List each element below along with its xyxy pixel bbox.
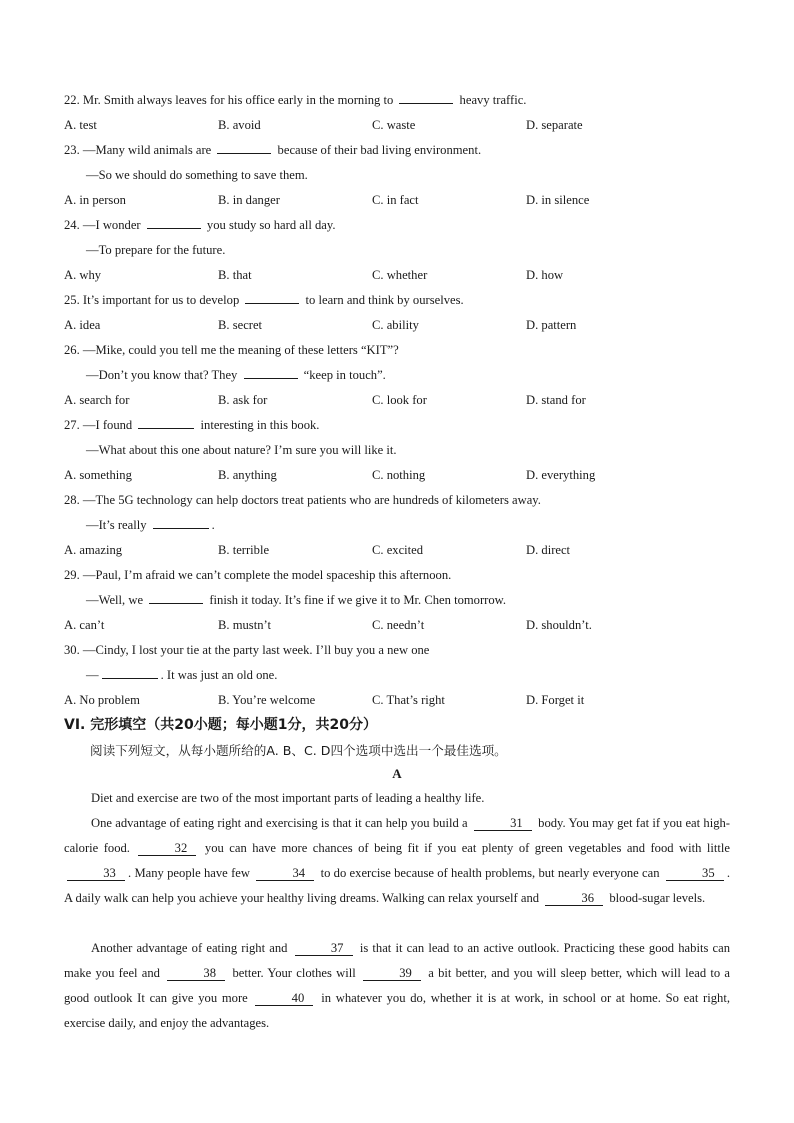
question-text: . It was just an old one. bbox=[160, 668, 278, 682]
question-number: 22. bbox=[64, 93, 80, 107]
answer-option: A. can’t bbox=[64, 618, 105, 632]
answer-option: D. direct bbox=[526, 543, 571, 557]
question-text: “keep in touch”. bbox=[300, 368, 386, 382]
question-line bbox=[86, 167, 308, 183]
answer-option: B. in danger bbox=[218, 193, 280, 207]
question-text: heavy traffic. bbox=[456, 93, 527, 107]
question-text: —Don’t you know that? They bbox=[86, 368, 241, 382]
answer-option: A. amazing bbox=[64, 543, 123, 557]
question-text: Mr. Smith always leaves for his office early in the morning to bbox=[79, 93, 397, 107]
answer-blank bbox=[153, 517, 209, 529]
question-text: —Cindy, I lost your tie at the party last week. I’ll buy you a new one bbox=[79, 643, 430, 657]
passage-text: . Many people have few bbox=[128, 866, 254, 880]
question-line bbox=[64, 492, 541, 508]
cloze-blank: 33 bbox=[67, 866, 125, 881]
answer-option: B. anything bbox=[218, 468, 277, 482]
passage-paragraph bbox=[64, 936, 730, 1036]
question-text: —So we should do something to save them. bbox=[86, 168, 308, 182]
answer-option: B. avoid bbox=[218, 118, 261, 132]
question-text: — bbox=[86, 668, 99, 682]
answer-blank bbox=[147, 217, 201, 229]
question-text: —I wonder bbox=[79, 218, 144, 232]
question-text: —The 5G technology can help doctors treat patients who are hundreds of kilometers away. bbox=[79, 493, 541, 507]
question-text: . bbox=[211, 518, 215, 532]
passage-text: body. You may get fat if you eat high-calorie food. bbox=[64, 816, 731, 855]
question-line bbox=[86, 442, 397, 458]
question-line bbox=[64, 142, 481, 158]
answer-option: A. search for bbox=[64, 393, 130, 407]
cloze-blank: 38 bbox=[167, 966, 225, 981]
cloze-blank: 37 bbox=[295, 941, 353, 956]
question-number: 24. bbox=[64, 218, 80, 232]
answer-option: A. something bbox=[64, 468, 132, 482]
section-title: VI. 完形填空（共20小题；每小题1分，共20分） bbox=[64, 717, 377, 733]
answer-option: C. That’s right bbox=[372, 693, 445, 707]
question-text: because of their bad living environment. bbox=[274, 143, 482, 157]
passage-text: to do exercise because of health problems, but nearly everyone can bbox=[317, 866, 663, 880]
question-text: interesting in this book. bbox=[197, 418, 320, 432]
answer-blank bbox=[244, 367, 298, 379]
question-text: —Well, we bbox=[86, 593, 147, 607]
answer-blank bbox=[102, 667, 158, 679]
question-text: —To prepare for the future. bbox=[86, 243, 226, 257]
passage-text: blood-sugar levels. bbox=[606, 891, 706, 905]
question-number: 23. bbox=[64, 143, 80, 157]
question-line bbox=[86, 517, 215, 533]
question-line bbox=[64, 642, 429, 658]
question-text: you study so hard all day. bbox=[203, 218, 336, 232]
cloze-blank: 40 bbox=[255, 991, 313, 1006]
question-line bbox=[86, 242, 225, 258]
question-line bbox=[64, 567, 451, 583]
question-number: 29. bbox=[64, 568, 80, 582]
question-line bbox=[86, 667, 277, 683]
cloze-blank: 36 bbox=[545, 891, 603, 906]
question-text: —Paul, I’m afraid we can’t complete the model spaceship this afternoon. bbox=[79, 568, 452, 582]
answer-option: D. pattern bbox=[526, 318, 577, 332]
answer-option: B. secret bbox=[218, 318, 263, 332]
passage-text: is that it can lead to an active outlook. Practicing these good habits can make you feel and bbox=[64, 941, 731, 980]
question-text: It’s important for us to develop bbox=[79, 293, 243, 307]
question-text: —I found bbox=[79, 418, 136, 432]
answer-option: D. everything bbox=[526, 468, 596, 482]
question-number: 28. bbox=[64, 493, 80, 507]
question-line bbox=[64, 342, 399, 358]
answer-option: B. terrible bbox=[218, 543, 270, 557]
question-line bbox=[86, 592, 506, 608]
answer-option: C. nothing bbox=[372, 468, 426, 482]
question-line bbox=[64, 292, 464, 308]
passage-text: better. Your clothes will bbox=[228, 966, 360, 980]
answer-option: C. needn’t bbox=[372, 618, 425, 632]
answer-option: B. that bbox=[218, 268, 252, 282]
answer-blank bbox=[217, 142, 271, 154]
answer-option: B. You’re welcome bbox=[218, 693, 316, 707]
question-text: finish it today. It’s fine if we give it to Mr. Chen tomorrow. bbox=[206, 593, 507, 607]
answer-blank bbox=[245, 292, 299, 304]
answer-option: C. in fact bbox=[372, 193, 419, 207]
passage-text: a bit better, and you will sleep better, which will lead to a good outlook It can give you more bbox=[64, 966, 731, 1005]
passage-text: in whatever you do, whether it is at work, in school or at home. So eat right, exercise daily, and enjoy the advantages. bbox=[64, 991, 730, 1030]
passage-paragraph bbox=[64, 786, 730, 811]
passage-text: . A daily walk can help you achieve your healthy living dreams. Walking can relax yourself and bbox=[64, 866, 730, 905]
answer-option: D. how bbox=[526, 268, 564, 282]
question-line bbox=[64, 92, 526, 108]
passage-letter: A bbox=[392, 766, 402, 781]
answer-option: C. whether bbox=[372, 268, 428, 282]
question-text: —What about this one about nature? I’m sure you will like it. bbox=[86, 443, 397, 457]
cloze-blank: 32 bbox=[138, 841, 196, 856]
question-line bbox=[86, 367, 386, 383]
answer-option: C. excited bbox=[372, 543, 424, 557]
answer-option: C. look for bbox=[372, 393, 427, 407]
cloze-blank: 39 bbox=[363, 966, 421, 981]
cloze-blank: 35 bbox=[666, 866, 724, 881]
answer-option: D. shouldn’t. bbox=[526, 618, 592, 632]
question-text: —Mike, could you tell me the meaning of these letters “KIT”? bbox=[79, 343, 399, 357]
question-line bbox=[64, 417, 319, 433]
answer-option: A. test bbox=[64, 118, 97, 132]
question-line bbox=[64, 217, 336, 233]
answer-option: C. ability bbox=[372, 318, 419, 332]
passage-text: you can have more chances of being fit if you eat plenty of green vegetables and food with little bbox=[199, 841, 730, 855]
question-number: 27. bbox=[64, 418, 80, 432]
question-number: 30. bbox=[64, 643, 80, 657]
question-text: to learn and think by ourselves. bbox=[302, 293, 464, 307]
answer-blank bbox=[149, 592, 203, 604]
answer-option: B. ask for bbox=[218, 393, 268, 407]
answer-option: A. No problem bbox=[64, 693, 140, 707]
answer-blank bbox=[138, 417, 194, 429]
answer-option: D. stand for bbox=[526, 393, 586, 407]
answer-option: D. Forget it bbox=[526, 693, 585, 707]
answer-blank bbox=[399, 92, 453, 104]
answer-option: D. in silence bbox=[526, 193, 590, 207]
passage-text: One advantage of eating right and exercising is that it can help you build a bbox=[91, 816, 471, 830]
answer-option: A. in person bbox=[64, 193, 126, 207]
question-text: —It’s really bbox=[86, 518, 150, 532]
passage-text: Another advantage of eating right and bbox=[91, 941, 292, 955]
answer-option: D. separate bbox=[526, 118, 583, 132]
passage-paragraph bbox=[64, 811, 730, 911]
question-number: 26. bbox=[64, 343, 80, 357]
section-instruction: 阅读下列短文，从每小题所给的A. B、C. D四个选项中选出一个最佳选项。 bbox=[90, 743, 507, 758]
answer-option: A. idea bbox=[64, 318, 101, 332]
passage-text: Diet and exercise are two of the most important parts of leading a healthy life. bbox=[91, 791, 485, 805]
answer-option: C. waste bbox=[372, 118, 416, 132]
cloze-blank: 31 bbox=[474, 816, 532, 831]
cloze-blank: 34 bbox=[256, 866, 314, 881]
answer-option: A. why bbox=[64, 268, 102, 282]
question-number: 25. bbox=[64, 293, 80, 307]
answer-option: B. mustn’t bbox=[218, 618, 271, 632]
question-text: —Many wild animals are bbox=[79, 143, 215, 157]
